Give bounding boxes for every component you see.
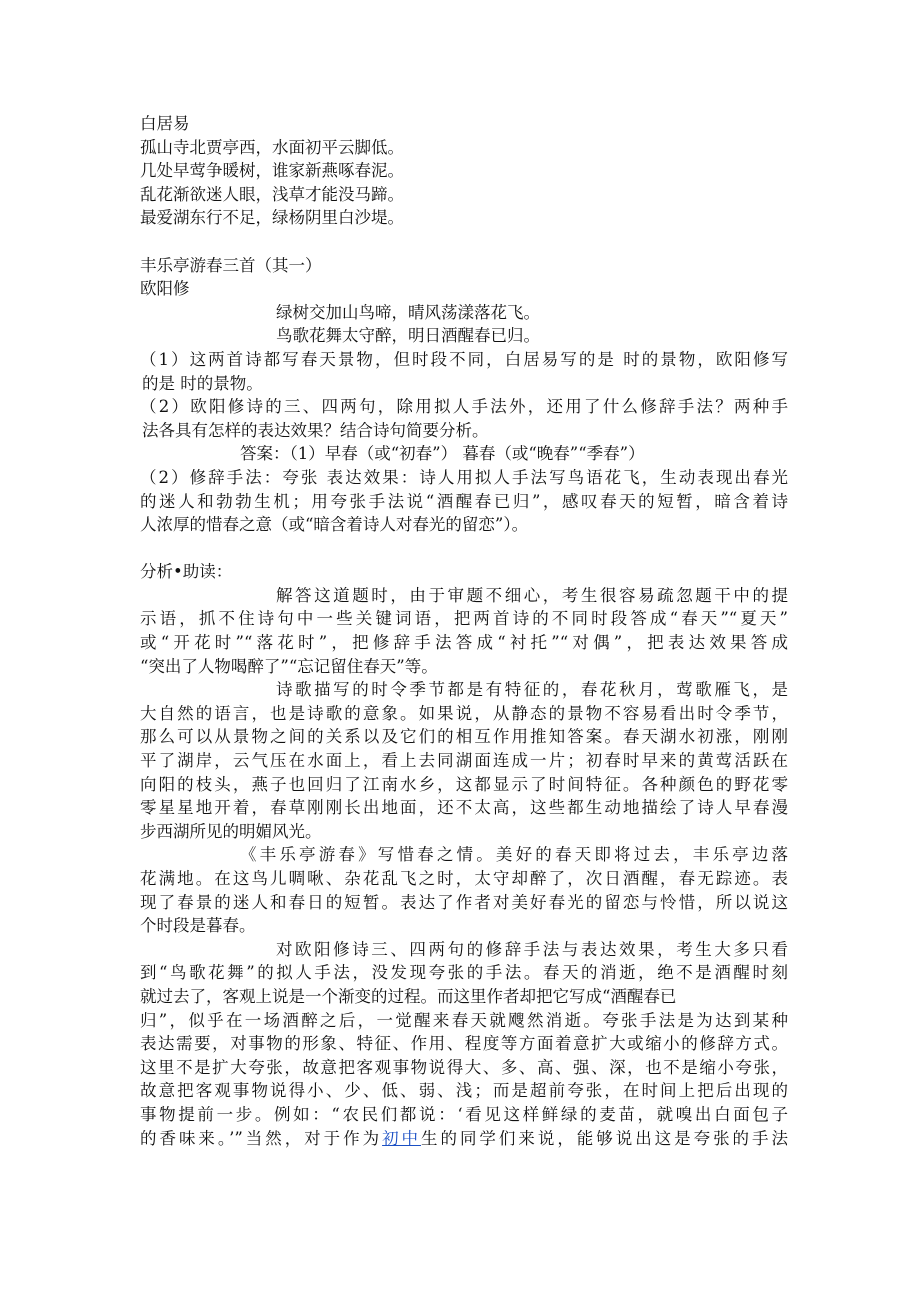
analysis-p4-line: 这里不是扩大夸张，故意把客观事物说得大、多、高、强、深，也不是缩小夸张， bbox=[140, 1057, 788, 1077]
analysis-p1-line: 或“开花时”“落花时”，把修辞手法答成“衬托”“对偶”，把表达效果答成 bbox=[140, 633, 788, 653]
analysis-p2-line: 那么可以从景物之间的关系以及它们的相互作用推知答案。春天湖水初涨，刚刚 bbox=[140, 727, 788, 747]
poem2-title: 丰乐亭游春三首（其一） bbox=[140, 255, 322, 275]
answer-line: 答案：（1）早春（或“初春”） 暮春（或“晚春”“季春”） bbox=[240, 444, 645, 464]
analysis-p4-line: 表达需要，对事物的形象、特征、作用、程度等方面着意扩大或缩小的修辞方式。 bbox=[140, 1034, 788, 1054]
analysis-heading: 分析•助读： bbox=[140, 562, 233, 582]
analysis-last-before: 的香味来。’”当然，对于作为 bbox=[140, 1128, 383, 1148]
poem2-author: 欧阳修 bbox=[140, 279, 190, 299]
analysis-p1-line: 解答这道题时，由于审题不细心，考生很容易疏忽题干中的提 bbox=[276, 585, 788, 605]
answer-line: 人浓厚的惜春之意（或“暗含着诗人对春光的留恋”）。 bbox=[140, 515, 529, 535]
analysis-p3-line: 个时段是暮春。 bbox=[140, 916, 256, 936]
analysis-p4-line: 到“鸟歌花舞”的拟人手法，没发现夸张的手法。春天的消逝，绝不是酒醒时刻 bbox=[140, 963, 788, 983]
analysis-p2-line: 向阳的枝头，燕子也回归了江南水乡，这都显示了时间特征。各种颜色的野花零 bbox=[140, 774, 788, 794]
poem2-line: 绿树交加山鸟啼，晴风荡漾落花飞。 bbox=[276, 302, 540, 322]
analysis-p4-line: 就过去了，客观上说是一个渐变的过程。而这里作者却把它写成“酒醒春已 bbox=[140, 986, 677, 1006]
analysis-p4-line: 故意把客观事物说得小、少、低、弱、浅；而是超前夸张，在时间上把后出现的 bbox=[140, 1081, 788, 1101]
answer-line: 的迷人和勃勃生机；用夸张手法说“酒醒春已归”，感叹春天的短暂，暗含着诗 bbox=[140, 491, 788, 511]
analysis-p4-line: 归”，似乎在一场酒醉之后，一觉醒来春天就飕然消逝。夸张手法是为达到某种 bbox=[140, 1010, 788, 1030]
question-line: （2）欧阳修诗的三、四两句，除用拟人手法外，还用了什么修辞手法？两种手 bbox=[140, 397, 788, 417]
poem2-line: 鸟歌花舞太守醉，明日酒醒春已归。 bbox=[276, 326, 540, 346]
analysis-p4-line: 对欧阳修诗三、四两句的修辞手法与表达效果，考生大多只看 bbox=[276, 939, 788, 959]
answer-line: （2）修辞手法：夸张 表达效果：诗人用拟人手法写鸟语花飞，生动表现出春光 bbox=[140, 467, 788, 487]
analysis-p2-line: 大自然的语言，也是诗歌的意象。如果说，从静态的景物不容易看出时令季节， bbox=[140, 703, 788, 723]
analysis-p2-line: 步西湖所见的明媚风光。 bbox=[140, 821, 322, 841]
analysis-p3-line: 现了春景的迷人和春日的短暂。表达了作者对美好春光的留恋与怜惜，所以说这 bbox=[140, 892, 788, 912]
junior-high-link[interactable]: 初中 bbox=[382, 1128, 422, 1148]
poem1-author: 白居易 bbox=[140, 114, 190, 133]
analysis-p2-line: 零星星地开着，春草刚刚长出地面，还不太高，这些都生动地描绘了诗人早春漫 bbox=[140, 798, 788, 818]
analysis-p2-line: 诗歌描写的时令季节都是有特征的，春花秋月，莺歌雁飞，是 bbox=[276, 680, 788, 700]
question-line: 的是 时的景物。 bbox=[142, 373, 263, 393]
analysis-p4-line: 事物提前一步。例如：“农民们都说：‘看见这样鲜绿的麦苗，就嗅出白面包子 bbox=[140, 1104, 788, 1124]
poem1-line: 乱花渐欲迷人眼，浅草才能没马蹄。 bbox=[140, 184, 404, 204]
analysis-p1-line: “突出了人物喝醉了”“忘记留住春天”等。 bbox=[140, 656, 438, 676]
analysis-p3-line: 《丰乐亭游春》写惜春之情。美好的春天即将过去，丰乐亭边落 bbox=[240, 845, 788, 865]
document-page bbox=[140, 112, 788, 1150]
poem1-line: 几处早莺争暖树，谁家新燕啄春泥。 bbox=[140, 161, 404, 181]
analysis-p3-line: 花满地。在这鸟儿啁啾、杂花乱飞之时，太守却醉了，次日酒醒，春无踪迹。表 bbox=[140, 869, 788, 888]
poem1-line: 最爱湖东行不足，绿杨阴里白沙堤。 bbox=[140, 208, 404, 228]
analysis-last-line bbox=[140, 1127, 788, 1151]
analysis-p2-line: 平了湖岸，云气压在水面上，看上去同湖面连成一片；初春时早来的黄莺活跃在 bbox=[140, 751, 788, 771]
blank-line bbox=[140, 230, 788, 254]
question-line: （1）这两首诗都写春天景物，但时段不同，白居易写的是 时的景物，欧阳修写 bbox=[140, 349, 788, 369]
analysis-last-after: 生的同学们来说，能够说出这是夸张的手法 bbox=[421, 1128, 789, 1148]
blank-line bbox=[140, 537, 788, 561]
question-line: 法各具有怎样的表达效果？结合诗句简要分析。 bbox=[142, 420, 489, 440]
poem1-line: 孤山寺北贾亭西，水面初平云脚低。 bbox=[140, 137, 404, 157]
analysis-p1-line: 示语，抓不住诗句中一些关键词语，把两首诗的不同时段答成“春天”“夏天” bbox=[140, 609, 788, 629]
